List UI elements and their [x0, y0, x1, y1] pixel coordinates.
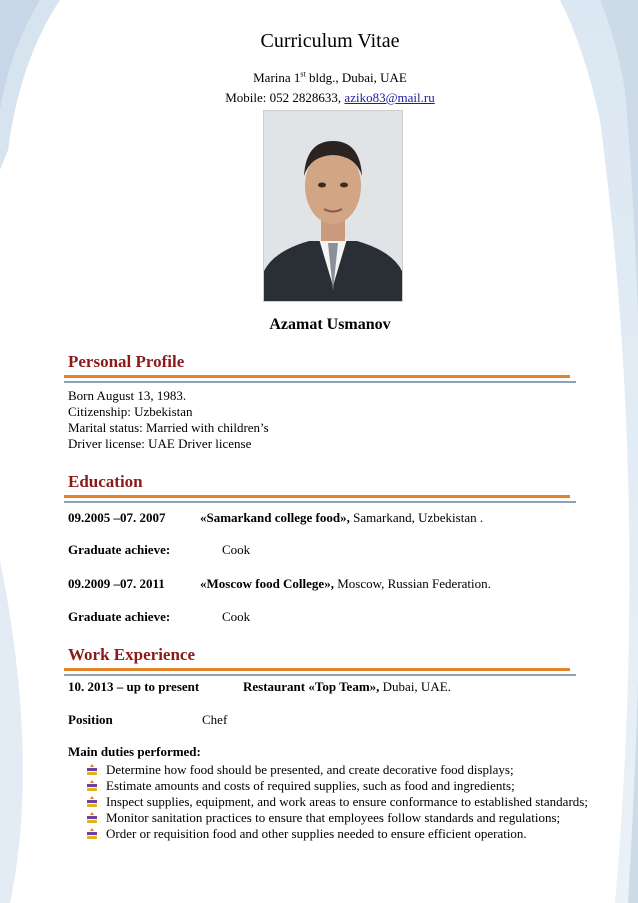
- education-school: [200, 576, 491, 592]
- list-item: [68, 778, 594, 794]
- mobile-text: Mobile: 052 2828633,: [225, 90, 345, 105]
- duty-text: Order or requisition food and other supplies needed to ensure efficient operation.: [106, 826, 527, 841]
- profile-photo: [263, 110, 403, 302]
- address-text: Marina 1: [253, 70, 301, 85]
- graduate-value: Cook: [222, 609, 251, 624]
- address-line: [0, 70, 638, 86]
- address-superscript: st: [300, 69, 306, 79]
- section-rule-secondary: [64, 501, 576, 503]
- duties-block: [68, 744, 594, 842]
- profile-line: Marital status: Married with children’s: [68, 420, 269, 435]
- bullet-icon: [86, 812, 98, 824]
- contact-line: [0, 90, 638, 106]
- employer-name: Restaurant «Top Team»,: [243, 679, 380, 694]
- list-item: [68, 810, 594, 826]
- school-name: «Moscow food College»,: [200, 576, 334, 591]
- section-rule: [64, 668, 570, 671]
- list-item: [68, 826, 594, 842]
- portrait-image: [264, 111, 402, 301]
- school-location: Samarkand, Uzbekistan .: [349, 510, 484, 525]
- profile-line: Driver license: UAE Driver license: [68, 436, 252, 451]
- work-period: 10. 2013 – up to present: [68, 679, 200, 694]
- work-employer: [243, 679, 451, 695]
- duty-text: Inspect supplies, equipment, and work areas to ensure conformance to established standards;: [106, 794, 588, 809]
- bullet-icon: [86, 780, 98, 792]
- candidate-name: Azamat Usmanov: [269, 316, 391, 333]
- position-label: Position: [68, 712, 113, 727]
- position-value: Chef: [202, 712, 228, 727]
- section-rule-secondary: [64, 381, 576, 383]
- education-period: 09.2005 –07. 2007: [68, 510, 166, 525]
- education-heading: Education: [68, 472, 143, 491]
- education-school: [200, 510, 483, 526]
- email-link[interactable]: aziko83@mail.ru: [344, 90, 435, 105]
- list-item: [68, 762, 594, 778]
- work-experience-heading: Work Experience: [68, 645, 196, 664]
- school-name: «Samarkand college food»,: [200, 510, 350, 525]
- duties-label: Main duties performed:: [68, 744, 201, 759]
- bullet-icon: [86, 796, 98, 808]
- address-suffix: bldg., Dubai, UAE: [305, 70, 407, 85]
- education-period: 09.2009 –07. 2011: [68, 576, 165, 591]
- duty-text: Estimate amounts and costs of required supplies, such as food and ingredients;: [106, 778, 515, 793]
- employer-location: Dubai, UAE.: [379, 679, 451, 694]
- bullet-icon: [86, 764, 98, 776]
- duties-list: [68, 762, 594, 842]
- duty-text: Determine how food should be presented, and create decorative food displays;: [106, 762, 514, 777]
- document-title: Curriculum Vitae: [260, 30, 400, 52]
- section-rule-secondary: [64, 674, 576, 676]
- bullet-icon: [86, 828, 98, 840]
- graduate-value: Cook: [222, 542, 251, 557]
- section-rule: [64, 375, 570, 378]
- duty-text: Monitor sanitation practices to ensure that employees follow standards and regulations;: [106, 810, 561, 825]
- list-item: [68, 794, 594, 810]
- school-location: Moscow, Russian Federation.: [333, 576, 491, 591]
- profile-line: Citizenship: Uzbekistan: [68, 404, 193, 419]
- graduate-label: Graduate achieve:: [68, 609, 171, 624]
- profile-line: Born August 13, 1983.: [68, 388, 187, 403]
- personal-profile-heading: Personal Profile: [68, 352, 185, 371]
- graduate-label: Graduate achieve:: [68, 542, 171, 557]
- section-rule: [64, 495, 570, 498]
